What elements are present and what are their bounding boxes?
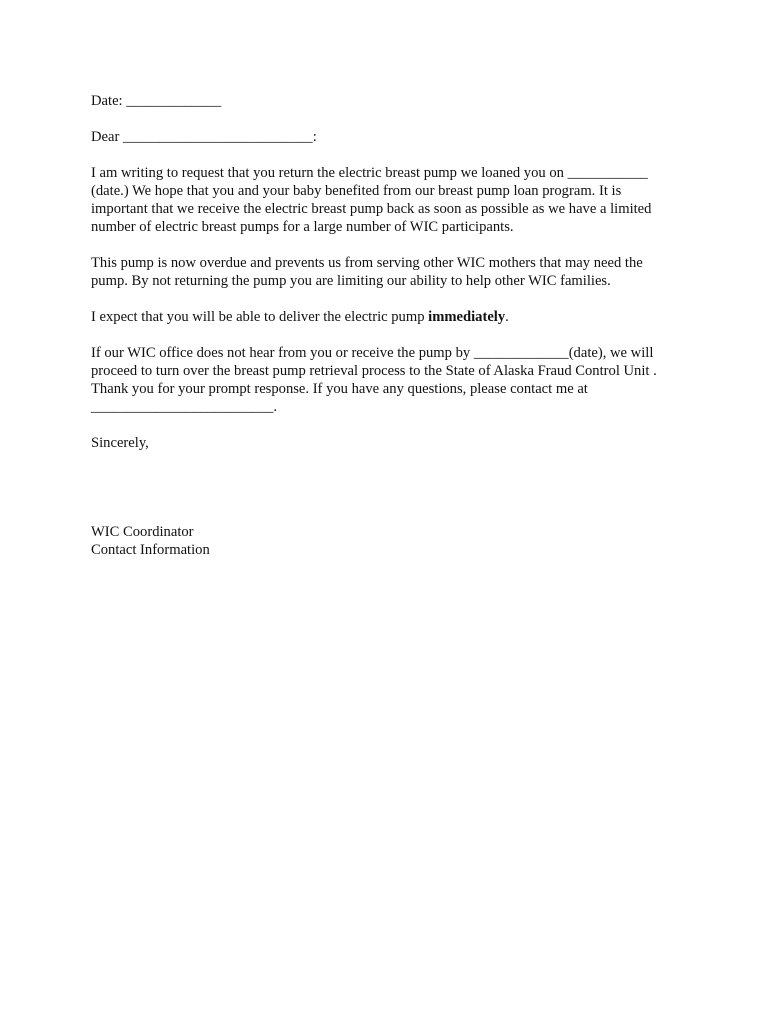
paragraph-line: If our WIC office does not hear from you or receive the pump by _____________(date), we will <box>91 345 654 361</box>
letter-body <box>91 92 691 559</box>
expectation-end: . <box>505 309 509 325</box>
paragraph-line: _________________________. <box>91 399 278 415</box>
signature-block <box>91 523 691 559</box>
signature-contact: Contact Information <box>91 542 210 558</box>
emphasis-text: immediately <box>428 309 506 325</box>
date-text: Date: _____________ <box>91 93 222 109</box>
paragraph-line: This pump is now overdue and prevents us from serving other WIC mothers that may need the <box>91 255 643 271</box>
closing <box>91 434 691 452</box>
paragraph-line: Thank you for your prompt response. If you have any questions, please contact me at <box>91 381 588 397</box>
salutation <box>91 128 691 146</box>
date-line <box>91 92 691 110</box>
paragraph-line: pump. By not returning the pump you are limiting our ability to help other WIC families. <box>91 273 611 289</box>
paragraph-overdue <box>91 254 691 290</box>
paragraph-line <box>91 308 691 326</box>
paragraph-expectation <box>91 308 691 326</box>
salutation-text: Dear __________________________: <box>91 129 317 145</box>
paragraph-return-request <box>91 164 691 236</box>
paragraph-line: important that we receive the electric breast pump back as soon as possible as we have a limited <box>91 201 652 217</box>
paragraph-line: number of electric breast pumps for a large number of WIC participants. <box>91 219 514 235</box>
signature-space <box>91 470 691 523</box>
closing-text: Sincerely, <box>91 435 149 451</box>
expectation-text: I expect that you will be able to deliver the electric pump <box>91 309 429 325</box>
paragraph-line: (date.) We hope that you and your baby benefited from our breast pump loan program. It is <box>91 183 622 199</box>
paragraph-consequence <box>91 344 691 416</box>
paragraph-line: I am writing to request that you return the electric breast pump we loaned you on ___________ <box>91 165 648 181</box>
signature-title: WIC Coordinator <box>91 524 194 540</box>
paragraph-line: proceed to turn over the breast pump retrieval process to the State of Alaska Fraud Control Unit . <box>91 363 657 379</box>
